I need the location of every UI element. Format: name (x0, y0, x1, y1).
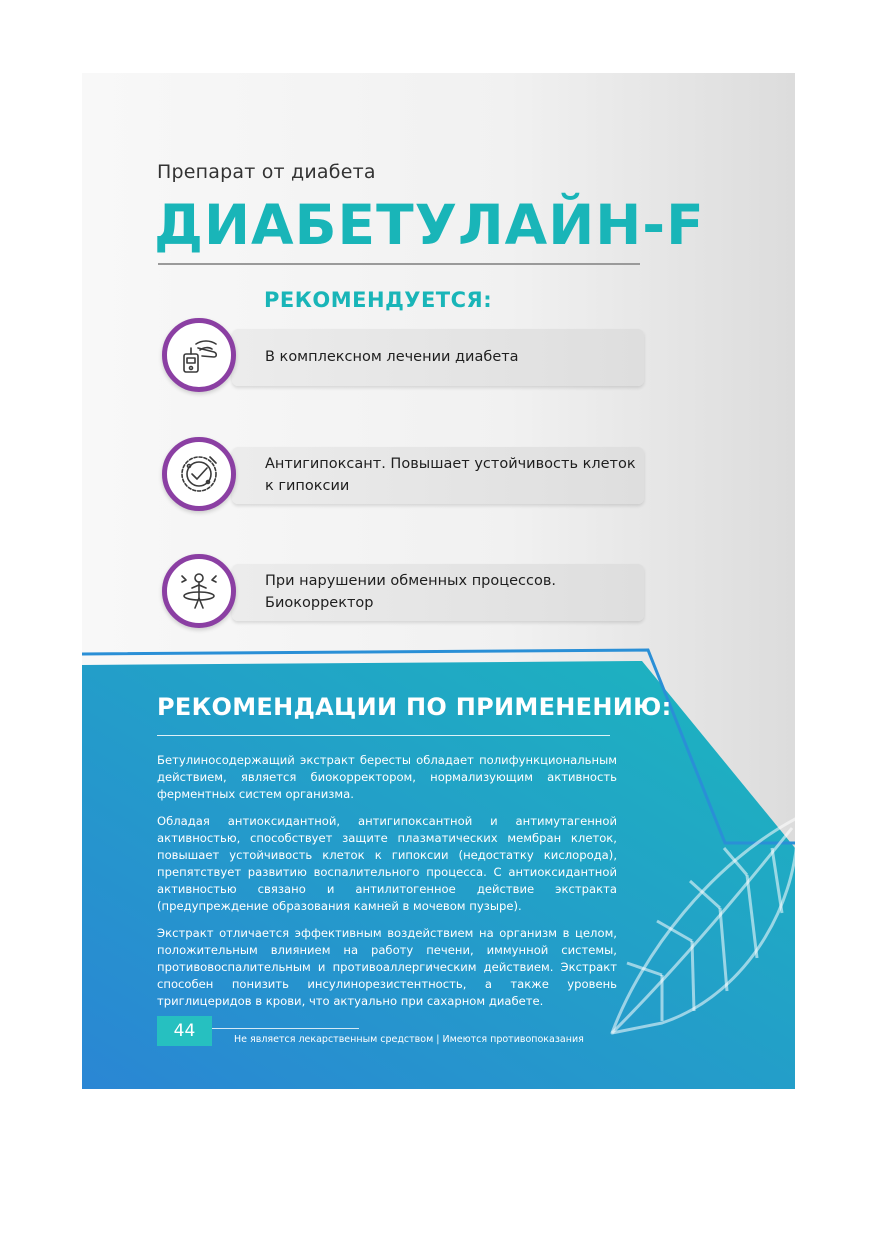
usage-body (157, 752, 617, 1020)
page-subtitle: Препарат от диабета (157, 161, 376, 183)
product-title: ДИАБЕТУЛАЙН-F (154, 193, 705, 257)
brochure-page (82, 73, 795, 1089)
usage-paragraph: Экстракт отличается эффективным воздействием на организм в целом, положительным влиянием на работу печени, иммунной системы, противовоспалительным и противоаллергическим действием. Экстракт способен понизить инсулинорезистентность, а также уровень триглицеридов в крови, что актуально при сахарном диабете. (157, 926, 617, 1008)
footer-divider (212, 1028, 359, 1029)
usage-paragraph: Обладая антиоксидантной, антигипоксантной и антимутагенной активностью, способствует защите плазматических мембран клеток, повышает устойчивость клеток к гипоксии (недостатку кислорода), препятствует развитию воспалительного процесса. С антиоксидантной активностью связано и антилитогенное действие экстракта (предупреждение образования камней в мочевом пузыре). (157, 814, 617, 913)
leaf-icon (602, 803, 795, 1043)
footer-disclaimer: Не является лекарственным средством | Имеются противопоказания (234, 1034, 584, 1045)
benefit-text: Антигипоксант. Повышает устойчивость клеток к гипоксии (265, 456, 636, 494)
recommended-heading: РЕКОМЕНДУЕТСЯ: (264, 288, 493, 312)
benefit-text: В комплексном лечении диабета (265, 348, 519, 365)
usage-divider (157, 735, 610, 736)
benefit-text: При нарушении обменных процессов. Биокорректор (265, 573, 557, 611)
usage-heading: РЕКОМЕНДАЦИИ ПО ПРИМЕНЕНИЮ: (157, 693, 672, 721)
page-number: 44 (157, 1016, 212, 1046)
usage-paragraph: Бетулиносодержащий экстракт бересты обладает полифункциональным действием, является биокорректором, нормализующим активность ферментных систем организма. (157, 753, 617, 801)
